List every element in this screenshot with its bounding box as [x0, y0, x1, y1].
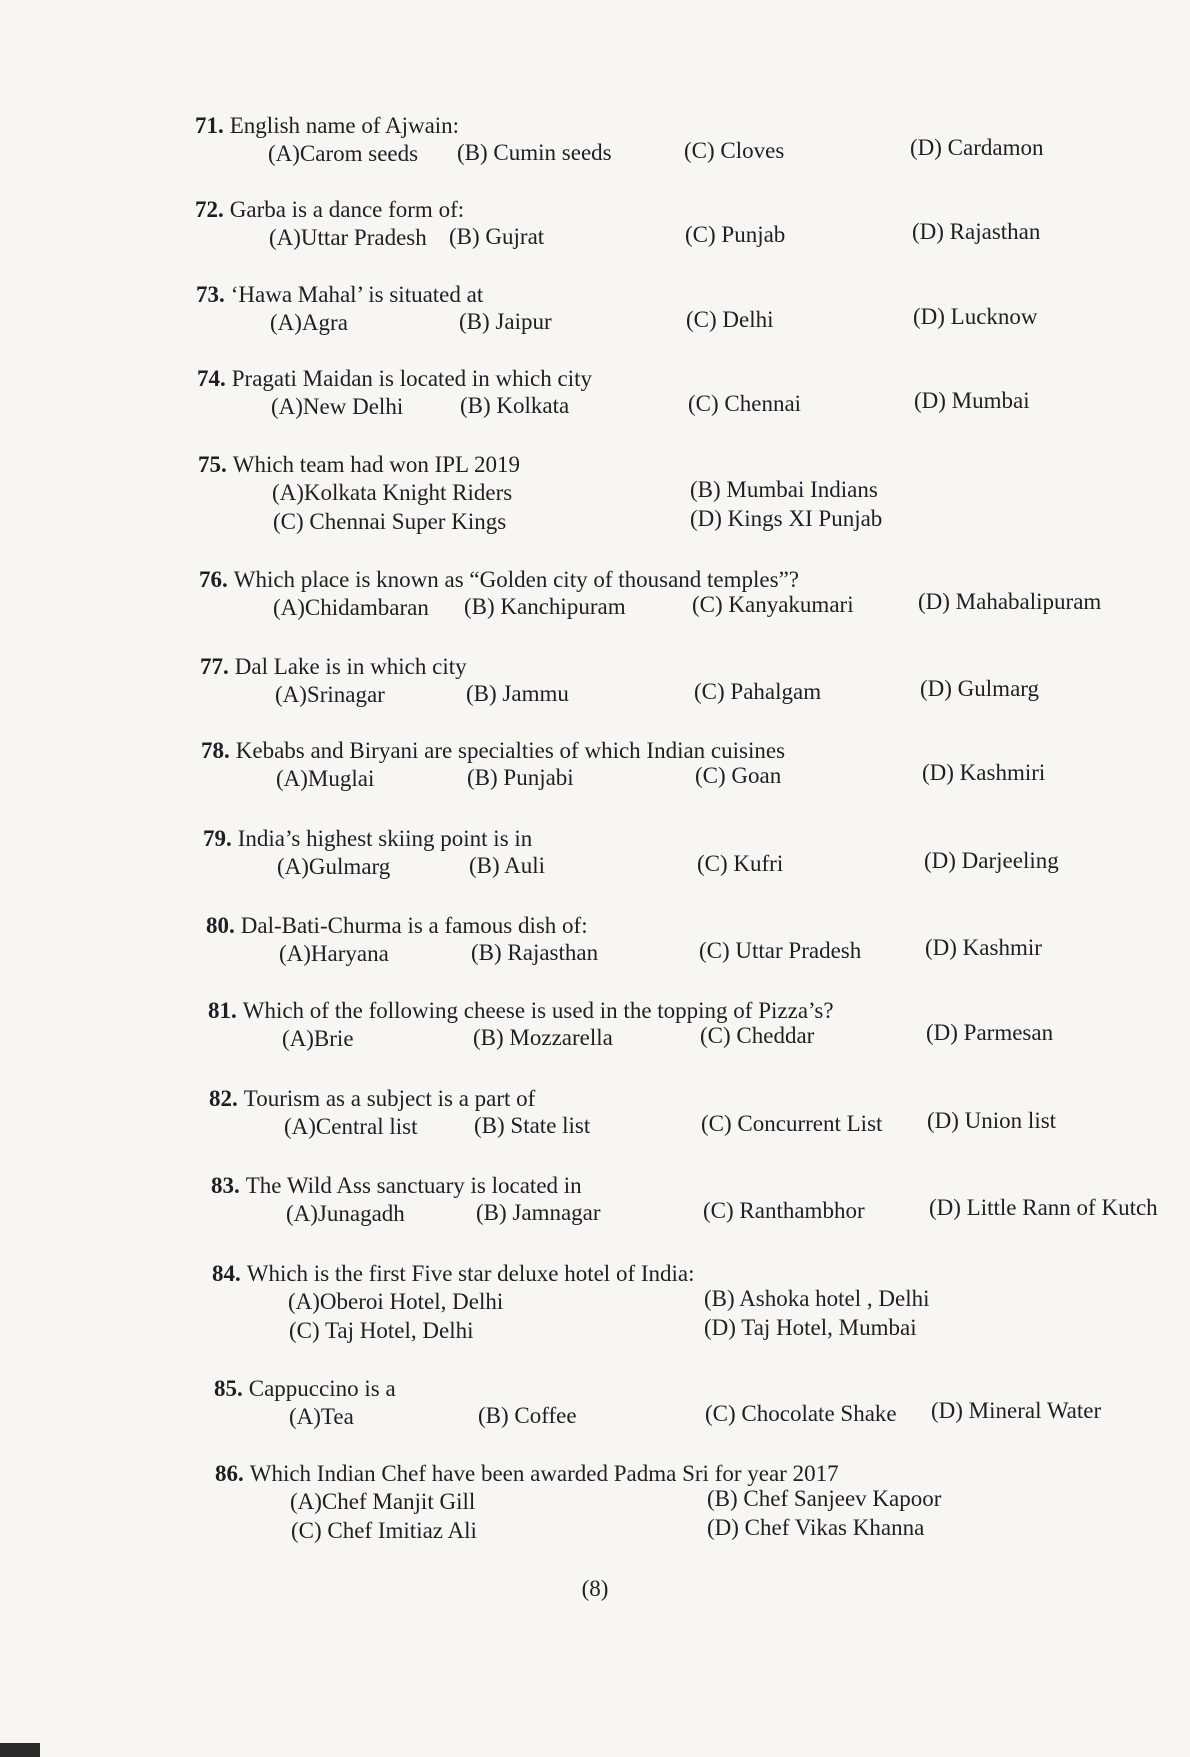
option-d: (D) Kings XI Punjab — [690, 506, 883, 531]
option-b: (B) Jaipur — [459, 309, 552, 334]
question-text: Dal Lake is in which city — [234, 654, 467, 679]
question-text: Which place is known as “Golden city of thousand temples”? — [233, 567, 800, 592]
option-a: (A)Agra — [270, 310, 348, 335]
option-c: (C) Pahalgam — [694, 679, 822, 704]
question-text: Which team had won IPL 2019 — [232, 452, 520, 477]
question-number: 79. — [203, 826, 232, 851]
question-number: 86. — [215, 1461, 244, 1486]
question-number: 82. — [209, 1086, 238, 1111]
question-stem — [199, 566, 799, 594]
scan-edge — [0, 1743, 40, 1757]
question-text: Kebabs and Biryani are specialties of which Indian cuisines — [235, 738, 786, 763]
option-c: (C) Goan — [695, 763, 782, 788]
option-a: (A)Chidambaran — [273, 595, 429, 620]
question-number: 71. — [195, 113, 224, 138]
option-d: (D) Cardamon — [910, 135, 1044, 160]
option-b: (B) Auli — [469, 853, 546, 878]
question-stem — [215, 1460, 839, 1488]
question-stem — [195, 112, 459, 140]
option-b: (B) Mumbai Indians — [690, 477, 878, 502]
option-d: (D) Lucknow — [913, 304, 1038, 329]
question-text: Which is the first Five star deluxe hotel of India: — [246, 1261, 695, 1286]
option-c: (C) Chennai — [688, 391, 802, 416]
question-stem — [200, 653, 467, 681]
option-c: (C) Cheddar — [700, 1023, 815, 1048]
question-number: 73. — [196, 282, 225, 307]
question-stem — [208, 997, 834, 1025]
option-a: (A)Haryana — [279, 941, 389, 966]
question-text: Pragati Maidan is located in which city — [231, 366, 592, 391]
question-stem — [197, 365, 592, 393]
question-text: Dal-Bati-Churma is a famous dish of: — [240, 913, 588, 938]
option-b: (B) Jamnagar — [476, 1200, 601, 1225]
option-b: (B) Kanchipuram — [464, 594, 626, 619]
option-d: (D) Little Rann of Kutch — [929, 1195, 1158, 1220]
option-d: (D) Mineral Water — [931, 1398, 1102, 1423]
option-b: (B) Coffee — [478, 1403, 577, 1428]
page-number: (8) — [581, 1576, 609, 1601]
question-number: 72. — [195, 197, 224, 222]
option-c: (C) Cloves — [684, 138, 785, 163]
question-text: Cappuccino is a — [248, 1376, 396, 1401]
option-a: (A)Tea — [289, 1404, 354, 1429]
option-d: (D) Mahabalipuram — [918, 589, 1102, 614]
question-number: 81. — [208, 998, 237, 1023]
question-number: 83. — [211, 1173, 240, 1198]
option-b: (B) Rajasthan — [471, 940, 599, 965]
question-text: ‘Hawa Mahal’ is situated at — [230, 282, 484, 307]
option-d: (D) Rajasthan — [912, 219, 1041, 244]
option-a: (A)Junagadh — [286, 1201, 405, 1226]
option-d: (D) Kashmir — [925, 935, 1042, 960]
option-c: (C) Punjab — [685, 222, 786, 247]
option-c: (C) Ranthambhor — [703, 1198, 865, 1223]
option-c: (C) Concurrent List — [701, 1111, 883, 1136]
option-c: (C) Chennai Super Kings — [273, 509, 507, 534]
question-number: 80. — [206, 913, 235, 938]
option-d: (D) Chef Vikas Khanna — [707, 1515, 925, 1540]
option-a: (A)Kolkata Knight Riders — [272, 480, 513, 505]
option-a: (A)Srinagar — [275, 682, 385, 707]
option-d: (D) Union list — [927, 1108, 1057, 1133]
question-stem — [196, 281, 483, 309]
option-a: (A)Muglai — [276, 766, 375, 791]
question-stem — [206, 912, 588, 940]
option-d: (D) Darjeeling — [924, 848, 1059, 873]
option-d: (D) Kashmiri — [922, 760, 1046, 785]
option-b: (B) Chef Sanjeev Kapoor — [707, 1486, 942, 1511]
question-text: India’s highest skiing point is in — [237, 826, 533, 851]
question-number: 74. — [197, 366, 226, 391]
option-a: (A)New Delhi — [271, 394, 404, 419]
option-d: (D) Parmesan — [926, 1020, 1054, 1045]
option-d: (D) Gulmarg — [920, 676, 1040, 701]
option-a: (A)Gulmarg — [277, 854, 391, 879]
option-c: (C) Taj Hotel, Delhi — [289, 1318, 474, 1343]
question-stem — [203, 825, 532, 853]
option-c: (C) Kanyakumari — [692, 592, 854, 617]
option-c: (C) Delhi — [686, 307, 774, 332]
question-stem — [212, 1260, 695, 1288]
option-c: (C) Chocolate Shake — [705, 1401, 897, 1426]
option-d: (D) Taj Hotel, Mumbai — [704, 1315, 917, 1340]
question-number: 76. — [199, 567, 228, 592]
question-number: 85. — [214, 1376, 243, 1401]
option-b: (B) Jammu — [466, 681, 569, 706]
question-number: 75. — [198, 452, 227, 477]
option-a: (A)Chef Manjit Gill — [290, 1489, 476, 1514]
option-a: (A)Brie — [282, 1026, 354, 1051]
option-c: (C) Kufri — [697, 851, 784, 876]
option-a: (A)Carom seeds — [268, 141, 419, 166]
option-a: (A)Oberoi Hotel, Delhi — [288, 1289, 504, 1314]
option-c: (C) Uttar Pradesh — [699, 938, 862, 963]
question-stem — [211, 1172, 582, 1200]
option-b: (B) Mozzarella — [473, 1025, 613, 1050]
option-b: (B) Ashoka hotel , Delhi — [704, 1286, 930, 1311]
option-c: (C) Chef Imitiaz Ali — [291, 1518, 477, 1543]
option-b: (B) Gujrat — [449, 224, 545, 249]
option-a: (A)Uttar Pradesh — [269, 225, 427, 250]
question-text: Which of the following cheese is used in the topping of Pizza’s? — [242, 998, 834, 1023]
option-d: (D) Mumbai — [914, 388, 1030, 413]
question-stem — [209, 1085, 535, 1113]
question-stem — [198, 451, 520, 479]
question-text: Which Indian Chef have been awarded Padma Sri for year 2017 — [249, 1461, 839, 1486]
question-stem — [195, 196, 464, 224]
question-stem — [201, 737, 785, 765]
option-b: (B) Kolkata — [460, 393, 570, 418]
option-b: (B) Punjabi — [467, 765, 574, 790]
question-text: Tourism as a subject is a part of — [243, 1086, 536, 1111]
question-stem — [214, 1375, 396, 1403]
question-number: 78. — [201, 738, 230, 763]
question-number: 77. — [200, 654, 229, 679]
question-text: Garba is a dance form of: — [229, 197, 465, 222]
option-b: (B) State list — [474, 1113, 591, 1138]
option-a: (A)Central list — [284, 1114, 418, 1139]
option-b: (B) Cumin seeds — [457, 140, 612, 165]
question-text: English name of Ajwain: — [229, 113, 460, 138]
question-text: The Wild Ass sanctuary is located in — [245, 1173, 582, 1198]
question-number: 84. — [212, 1261, 241, 1286]
